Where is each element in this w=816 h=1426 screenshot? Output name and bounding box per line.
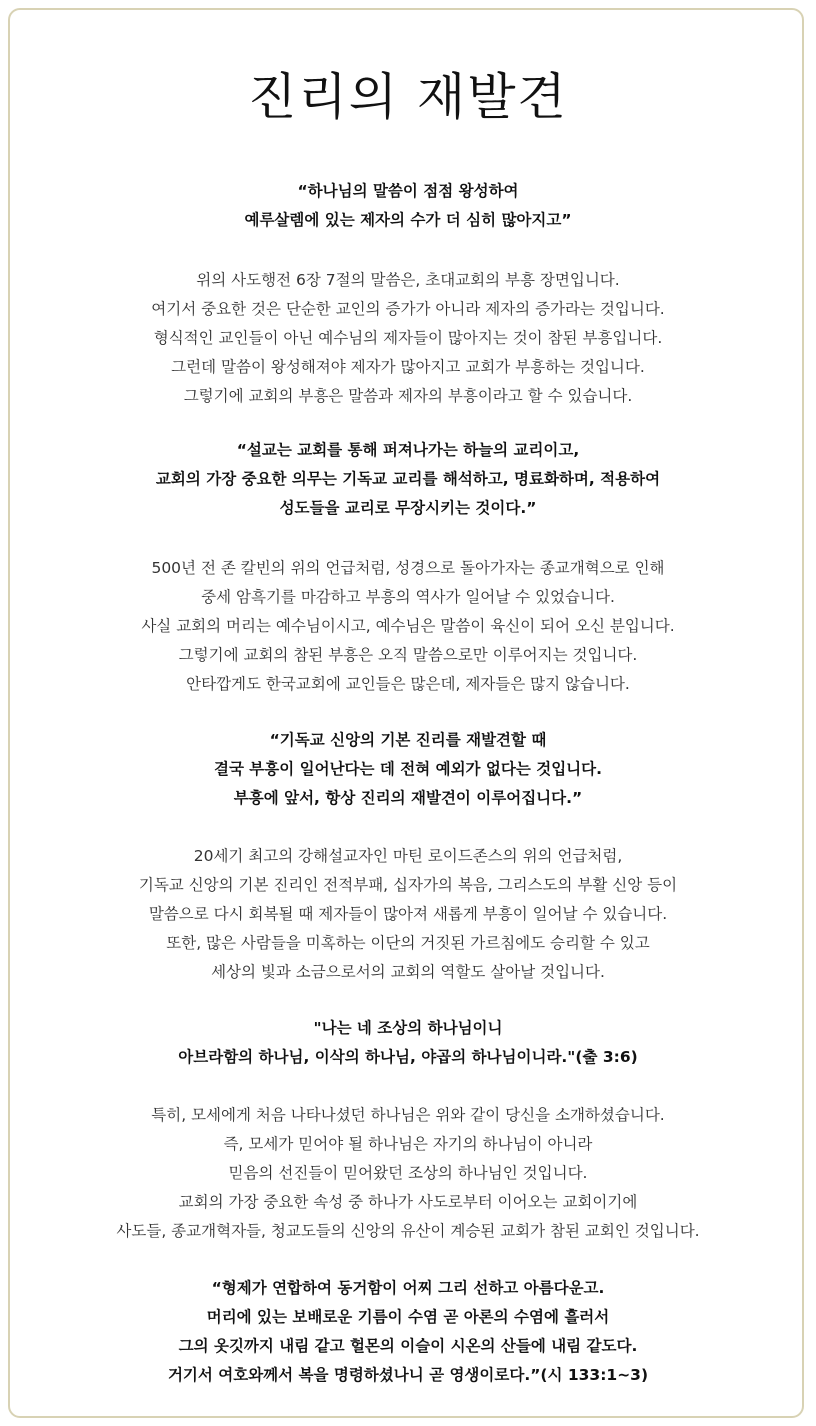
quote-line: “하나님의 말씀이 점점 왕성하여 [297,182,519,200]
paragraph-line: 믿음의 선진들이 믿어왔던 조상의 하나님인 것입니다. [228,1164,588,1182]
quote-line: 교회의 가장 중요한 의무는 기독교 교리를 해석하고, 명료화하며, 적용하여 [155,470,661,488]
quote-line: 성도들을 교리로 무장시키는 것이다.” [279,499,537,517]
quote-line: 머리에 있는 보배로운 기름이 수염 곧 아론의 수염에 흘러서 [206,1308,610,1326]
paragraph-line: 기독교 신앙의 기본 진리인 전적부패, 십자가의 복음, 그리스도의 부활 신앙 등이 [138,876,678,894]
paragraph-line: 세상의 빛과 소금으로서의 교회의 역할도 살아날 것입니다. [211,963,605,981]
paragraph-line: 또한, 많은 사람들을 미혹하는 이단의 거짓된 가르침에도 승리할 수 있고 [166,934,650,952]
quote-line: 결국 부흥이 일어난다는 데 전혀 예외가 없다는 것입니다. [213,760,603,778]
quote-2 [20,436,796,523]
quote-line: 부흥에 앞서, 항상 진리의 재발견이 이루어집니다.” [233,789,583,807]
paragraph-line: 교회의 가장 중요한 속성 중 하나가 사도로부터 이어오는 교회이기에 [178,1193,638,1211]
paragraph-line: 사도들, 종교개혁자들, 청교도들의 신앙의 유산이 계승된 교회가 참된 교회인 것입니다. [116,1222,700,1240]
paragraph-line: 20세기 최고의 강해설교자인 마틴 로이드존스의 위의 언급처럼, [193,847,623,865]
paragraph-line: 위의 사도행전 6장 7절의 말씀은, 초대교회의 부흥 장면입니다. [196,271,620,289]
paragraph-line: 형식적인 교인들이 아닌 예수님의 제자들이 많아지는 것이 참된 부흥입니다. [153,329,663,347]
paragraph-line: 중세 암흑기를 마감하고 부흥의 역사가 일어날 수 있었습니다. [201,588,615,606]
quote-line: 그의 옷깃까지 내림 같고 헐몬의 이슬이 시온의 산들에 내림 같도다. [178,1337,638,1355]
paragraph-line: 그렇기에 교회의 참된 부흥은 오직 말씀으로만 이루어지는 것입니다. [178,646,638,664]
paragraph-line: 그런데 말씀이 왕성해져야 제자가 많아지고 교회가 부흥하는 것입니다. [171,358,645,376]
quote-3 [20,726,796,813]
quote-5 [20,1274,796,1390]
quote-line: “기독교 신앙의 기본 진리를 재발견할 때 [269,731,547,749]
quote-line: “설교는 교회를 통해 퍼져나가는 하늘의 교리이고, [236,441,580,459]
paragraph-line: 즉, 모세가 믿어야 될 하나님은 자기의 하나님이 아니라 [223,1135,593,1153]
quote-line: 거기서 여호와께서 복을 명령하셨나니 곧 영생이로다.”(시 133:1~3) [167,1366,649,1384]
quote-line: “형제가 연합하여 동거함이 어찌 그리 선하고 아름다운고. [211,1279,605,1297]
paragraph-1 [20,266,796,411]
paragraph-line: 말씀으로 다시 회복될 때 제자들이 많아져 새롭게 부흥이 일어날 수 있습니다. [148,905,668,923]
page-title: 진리의 재발견 [248,68,568,126]
quote-line: 아브라함의 하나님, 이삭의 하나님, 야곱의 하나님이니라."(출 3:6) [178,1048,638,1066]
paragraph-line: 500년 전 존 칼빈의 위의 언급처럼, 성경으로 돌아가자는 종교개혁으로 인해 [151,559,665,577]
paragraph-line: 그렇기에 교회의 부흥은 말씀과 제자의 부흥이라고 할 수 있습니다. [183,387,633,405]
paragraph-4 [20,1101,796,1246]
paragraph-3 [20,842,796,987]
paragraph-line: 사실 교회의 머리는 예수님이시고, 예수님은 말씀이 육신이 되어 오신 분입니다. [141,617,675,635]
quote-line: 예루살렘에 있는 제자의 수가 더 심히 많아지고” [244,211,572,229]
paragraph-line: 안타깝게도 한국교회에 교인들은 많은데, 제자들은 많지 않습니다. [186,675,630,693]
quote-line: "나는 네 조상의 하나님이니 [313,1019,503,1037]
paragraph-2 [20,554,796,699]
quote-1 [20,177,796,235]
paragraph-line: 여기서 중요한 것은 단순한 교인의 증가가 아니라 제자의 증가라는 것입니다. [151,300,665,318]
quote-4 [20,1014,796,1072]
paragraph-line: 특히, 모세에게 처음 나타나셨던 하나님은 위와 같이 당신을 소개하셨습니다. [151,1106,665,1124]
